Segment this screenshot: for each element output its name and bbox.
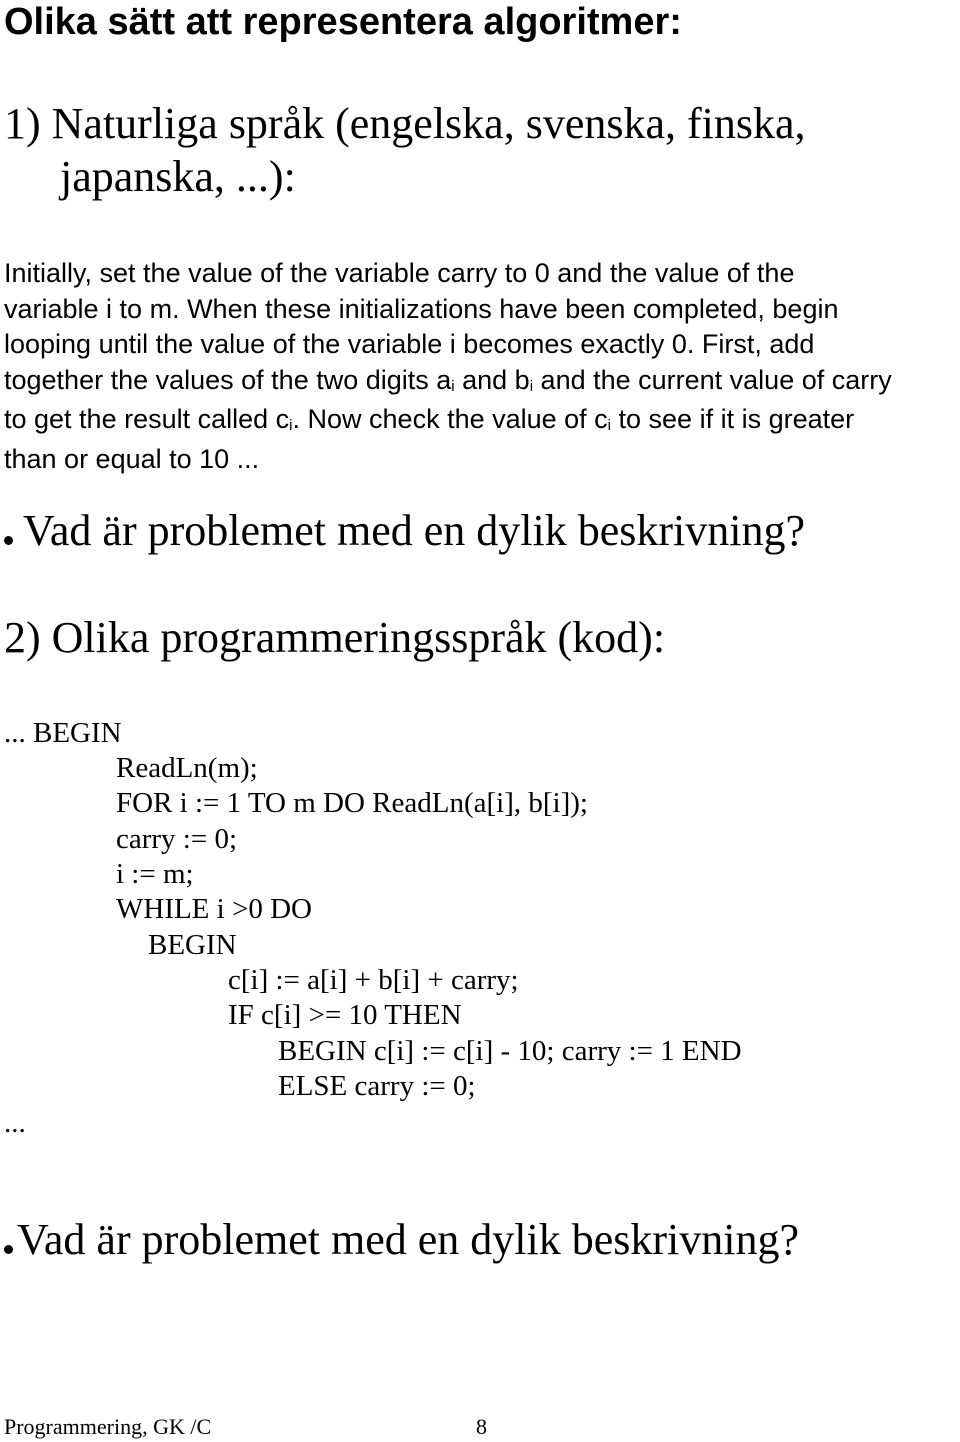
code-line: ReadLn(m);: [116, 752, 258, 784]
footer-page-number: 8: [476, 1414, 487, 1439]
section2-heading: 2) Olika programmeringsspråk (kod):: [4, 613, 666, 662]
text-run: to see if it is greater: [611, 404, 855, 434]
code-line: BEGIN: [148, 929, 237, 961]
question-1: [4, 505, 805, 557]
subscript-i: i: [289, 417, 293, 434]
question-2: [4, 1214, 799, 1266]
paragraph-line: Initially, set the value of the variable carry to 0 and the value of the: [4, 258, 795, 288]
paragraph-line: looping until the value of the variable i becomes exactly 0. First, add: [4, 329, 815, 359]
footer-course: Programmering, GK /C: [4, 1414, 212, 1439]
code-line: i := m;: [116, 858, 194, 890]
slide-title: Olika sätt att representera algoritmer:: [4, 1, 682, 43]
paragraph-line: [4, 402, 892, 442]
question-text: Vad är problemet med en dylik beskrivning?: [23, 506, 806, 555]
code-line: BEGIN c[i] := c[i] - 10; carry := 1 END: [278, 1035, 742, 1067]
text-run: and b: [454, 364, 530, 395]
code-line: ... BEGIN: [4, 717, 122, 749]
section1-heading-line1: 1) Naturliga språk (engelska, svenska, finska,: [4, 99, 806, 148]
paragraph-line: [4, 363, 892, 403]
code-line: c[i] := a[i] + b[i] + carry;: [228, 964, 519, 996]
bullet-icon: [4, 536, 13, 545]
code-line: ...: [4, 1107, 26, 1139]
text-run: and the current value of carry: [533, 364, 892, 395]
text-run: . Now check the value of c: [292, 404, 608, 434]
description-paragraph: [4, 256, 892, 477]
code-line: FOR i := 1 TO m DO ReadLn(a[i], b[i]);: [116, 787, 588, 819]
paragraph-line: variable i to m. When these initializations have been completed, begin: [4, 293, 839, 324]
code-line: carry := 0;: [116, 823, 238, 855]
subscript-i: i: [451, 377, 455, 395]
subscript-i: i: [529, 377, 534, 395]
section1-heading-line2: japanska, ...):: [60, 152, 296, 201]
code-line: ELSE carry := 0;: [278, 1070, 476, 1102]
text-run: to get the result called c: [4, 404, 290, 434]
code-line: IF c[i] >= 10 THEN: [228, 999, 462, 1031]
question-text: Vad är problemet med en dylik beskrivning?: [17, 1215, 800, 1264]
paragraph-line: than or equal to 10 ...: [4, 443, 260, 474]
code-line: WHILE i >0 DO: [116, 893, 312, 925]
text-run: together the values of the two digits a: [4, 364, 452, 395]
subscript-i: i: [607, 417, 612, 434]
bullet-icon: [4, 1245, 13, 1254]
